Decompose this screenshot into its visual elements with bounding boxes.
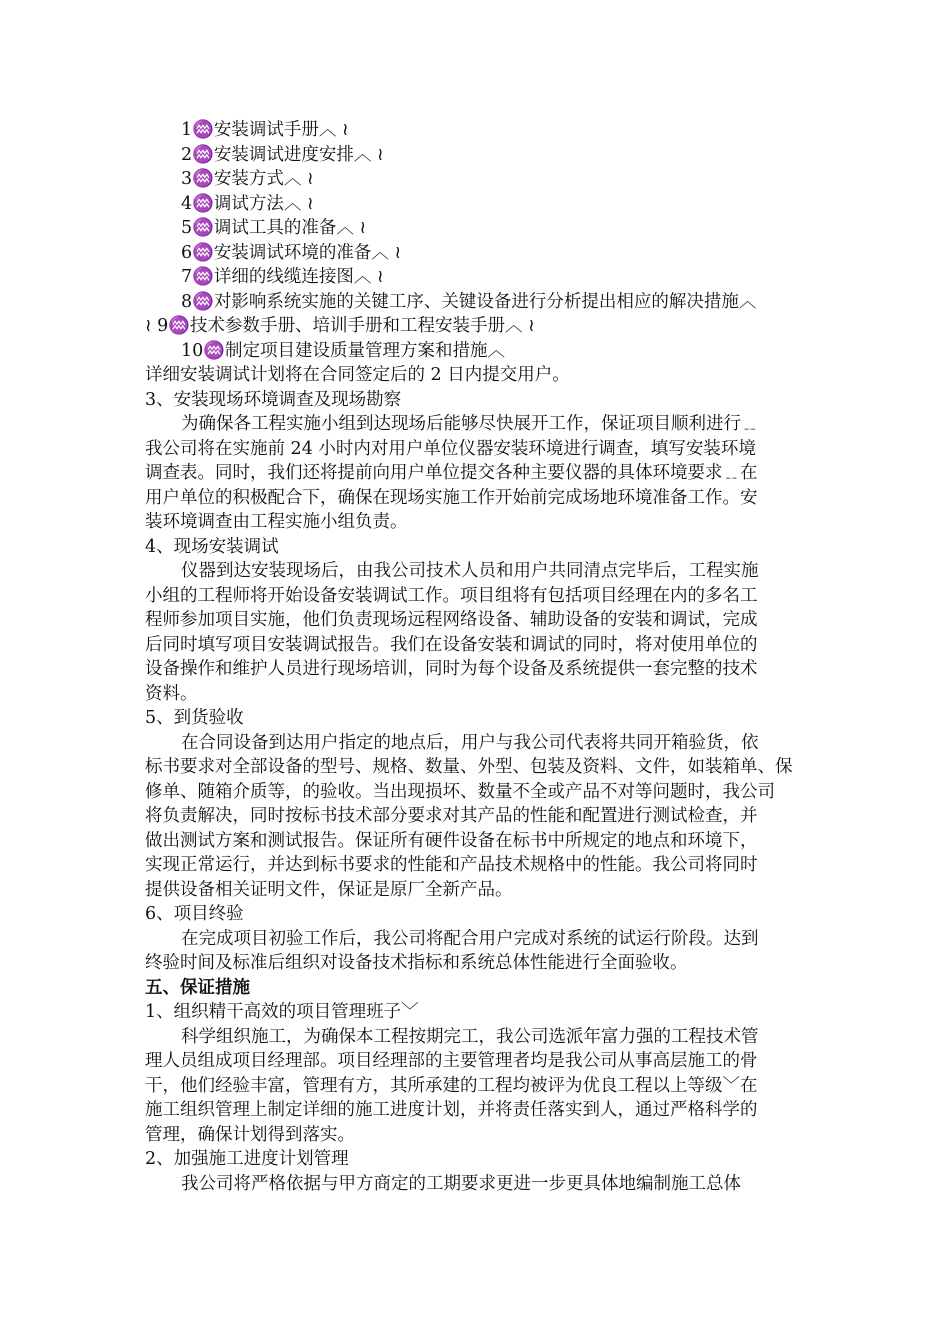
paragraph-line: 修单、随箱介质等，的验收。当出现损坏、数量不全或产品不对等问题时，我公司 bbox=[145, 781, 775, 802]
list-item: 10♒制定项目建设质量管理方案和措施︿ bbox=[181, 340, 506, 361]
paragraph-line: 后同时填写项目安装调试报告。我们在设备安装和调试的同时，将对使用单位的 bbox=[145, 634, 758, 655]
paragraph-line: 干，他们经验丰富，管理有方，其所承建的工程均被评为优良工程以上等级﹀在 bbox=[145, 1075, 758, 1096]
paragraph-line: 在完成项目初验工作后，我公司将配合用户完成对系统的试运行阶段。达到 bbox=[181, 928, 759, 949]
section-heading: 5、到货验收 bbox=[145, 708, 244, 728]
paragraph-line: 程师参加项目实施，他们负责现场远程网络设备、辅助设备的安装和调试，完成 bbox=[145, 610, 758, 630]
section-heading: 4、现场安装调试 bbox=[145, 536, 279, 557]
list-item: 2♒安装调试进度安排︿ ≀ bbox=[181, 144, 384, 165]
paragraph-line: 仪器到达安装现场后，由我公司技术人员和用户共同清点完毕后，工程实施 bbox=[181, 561, 759, 581]
paragraph-line: 我公司将在实施前 24 小时内对用户单位仪器安装环境进行调查，填写安装环境 bbox=[145, 438, 756, 459]
plan-note: 详细安装调试计划将在合同签定后的 2 日内提交用户。 bbox=[145, 365, 570, 385]
paragraph-line: 设备操作和维护人员进行现场培训，同时为每个设备及系统提供一套完整的技术 bbox=[145, 659, 758, 679]
paragraph-line: 提供设备相关证明文件，保证是原厂全新产品。 bbox=[145, 879, 513, 900]
paragraph-line: 做出测试方案和测试报告。保证所有硬件设备在标书中所规定的地点和环境下， bbox=[145, 830, 758, 851]
list-item: ≀ 9♒技术参数手册、培训手册和工程安装手册︿ ≀ bbox=[145, 316, 535, 336]
paragraph-line: 终验时间及标准后组织对设备技术指标和系统总体性能进行全面验收。 bbox=[145, 953, 688, 973]
chapter-heading: 五、保证措施 bbox=[145, 977, 250, 998]
section-heading: 2、加强施工进度计划管理 bbox=[145, 1149, 349, 1169]
section-heading: 6、项目终验 bbox=[145, 904, 244, 924]
paragraph-line: 装环境调查由工程实施小组负责。 bbox=[145, 512, 408, 532]
list-item: 6♒安装调试环境的准备︿ ≀ bbox=[181, 242, 402, 263]
list-item: 5♒调试工具的准备︿ ≀ bbox=[181, 218, 367, 238]
paragraph-line: 小组的工程师将开始设备安装调试工作。项目组将有包括项目经理在内的多名工 bbox=[145, 585, 758, 606]
paragraph-line: 科学组织施工，为确保本工程按期完工，我公司选派年富力强的工程技术管 bbox=[181, 1026, 759, 1047]
paragraph-line: 我公司将严格依据与甲方商定的工期要求更进一步更具体地编制施工总体 bbox=[181, 1173, 741, 1194]
paragraph-line: 资料。 bbox=[145, 683, 198, 704]
list-item: 3♒安装方式︿ ≀ bbox=[181, 169, 314, 189]
list-item: 7♒详细的线缆连接图︿ ≀ bbox=[181, 267, 384, 287]
paragraph-line: 在合同设备到达用户指定的地点后，用户与我公司代表将共同开箱验货，依 bbox=[181, 732, 759, 753]
list-item: 1♒安装调试手册︿ ≀ bbox=[181, 120, 349, 140]
paragraph-line: 用户单位的积极配合下，确保在现场实施工作开始前完成场地环境准备工作。安 bbox=[145, 487, 758, 508]
paragraph-line: 为确保各工程实施小组到达现场后能够尽快展开工作，保证项目顺利进行﹎ bbox=[181, 414, 759, 434]
section-heading: 3、安装现场环境调查及现场勘察 bbox=[145, 389, 402, 410]
paragraph-line: 将负责解决，同时按标书技术部分要求对其产品的性能和配置进行测试检查，并 bbox=[145, 806, 758, 826]
section-heading: 1、组织精干高效的项目管理班子﹀ bbox=[145, 1002, 419, 1022]
paragraph-line: 标书要求对全部设备的型号、规格、数量、外型、包装及资料、文件，如装箱单、保 bbox=[145, 757, 793, 777]
paragraph-line: 管理，确保计划得到落实。 bbox=[145, 1124, 355, 1145]
paragraph-line: 调查表。同时，我们还将提前向用户单位提交各种主要仪器的具体环境要求﹎在 bbox=[145, 463, 758, 483]
paragraph-line: 理人员组成项目经理部。项目经理部的主要管理者均是我公司从事高层施工的骨 bbox=[145, 1051, 758, 1071]
list-item: 4♒调试方法︿ ≀ bbox=[181, 193, 314, 214]
list-item: 8♒对影响系统实施的关键工序、关键设备进行分析提出相应的解决措施︿ bbox=[181, 291, 757, 312]
paragraph-line: 实现正常运行，并达到标书要求的性能和产品技术规格中的性能。我公司将同时 bbox=[145, 855, 758, 875]
paragraph-line: 施工组织管理上制定详细的施工进度计划，并将责任落实到人，通过严格科学的 bbox=[145, 1100, 758, 1120]
document-page bbox=[145, 118, 810, 1196]
